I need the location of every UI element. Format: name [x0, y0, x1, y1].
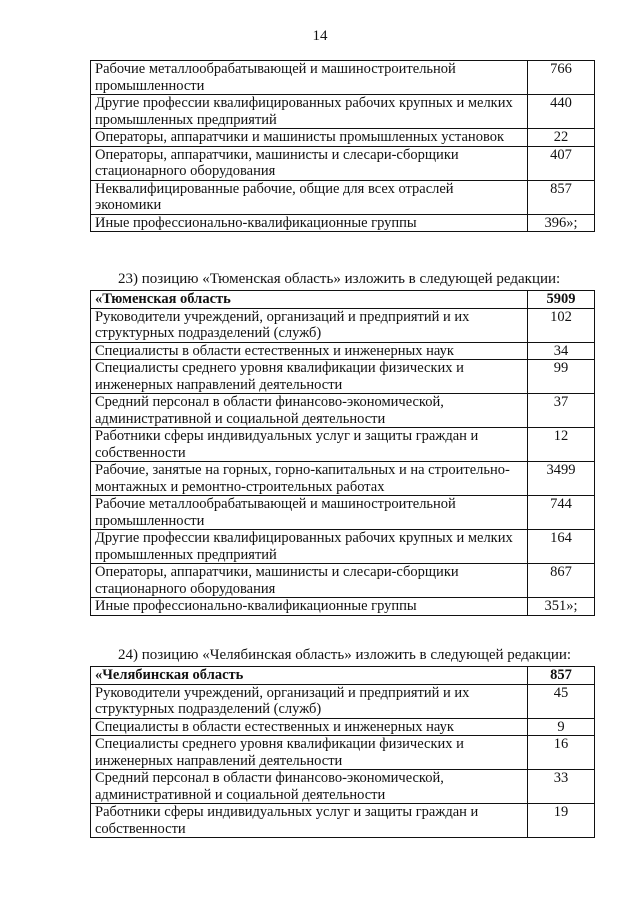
row-value: 12: [528, 428, 595, 462]
row-name: Рабочие металлообрабатывающей и машиностроительной промышленности: [91, 496, 528, 530]
row-name: Рабочие металлообрабатывающей и машиностроительной промышленности: [91, 61, 528, 95]
row-name: Работники сферы индивидуальных услуг и защиты граждан и собственности: [91, 804, 528, 838]
row-name: Специалисты в области естественных и инженерных наук: [91, 718, 528, 736]
row-name: Операторы, аппаратчики и машинисты промышленных установок: [91, 129, 528, 147]
row-name: Средний персонал в области финансово-экономической, административной и социальной деятельности: [91, 770, 528, 804]
row-name: Иные профессионально-квалификационные группы: [91, 214, 528, 232]
table-header-row: [91, 291, 595, 309]
table-row: [91, 214, 595, 232]
region-name: «Челябинская область: [91, 667, 528, 685]
row-name: Рабочие, занятые на горных, горно-капитальных и на строительно-монтажных и ремонтно-строительных работах: [91, 462, 528, 496]
region-total: 5909: [528, 291, 595, 309]
row-name: Специалисты среднего уровня квалификации физических и инженерных направлений деятельности: [91, 360, 528, 394]
row-name: Неквалифицированные рабочие, общие для всех отраслей экономики: [91, 180, 528, 214]
row-value: 19: [528, 804, 595, 838]
table-row: [91, 95, 595, 129]
row-name: Руководители учреждений, организаций и предприятий и их структурных подразделений (служб): [91, 308, 528, 342]
row-value: 45: [528, 684, 595, 718]
row-value: 102: [528, 308, 595, 342]
row-value: 37: [528, 394, 595, 428]
row-value: 744: [528, 496, 595, 530]
row-value: 3499: [528, 462, 595, 496]
page-number: 14: [312, 28, 328, 44]
section-23-heading: 23) позицию «Тюменская область» изложить в следующей редакции:: [118, 271, 561, 287]
table-row: [91, 129, 595, 147]
row-value: 164: [528, 530, 595, 564]
table-tyumen: [90, 290, 595, 616]
region-name: «Тюменская область: [91, 291, 528, 309]
table-row: [91, 61, 595, 95]
row-name: Операторы, аппаратчики, машинисты и слесари-сборщики стационарного оборудования: [91, 146, 528, 180]
row-name: Специалисты в области естественных и инженерных наук: [91, 342, 528, 360]
table-row: [91, 496, 595, 530]
row-value: 99: [528, 360, 595, 394]
section-24-heading: 24) позицию «Челябинская область» изложить в следующей редакции:: [118, 647, 572, 663]
table-row: [91, 598, 595, 616]
row-value: 33: [528, 770, 595, 804]
region-total: 857: [528, 667, 595, 685]
table-row: [91, 462, 595, 496]
row-value: 396»;: [528, 214, 595, 232]
row-name: Другие профессии квалифицированных рабочих крупных и мелких промышленных предприятий: [91, 530, 528, 564]
table-row: [91, 180, 595, 214]
row-name: Специалисты среднего уровня квалификации физических и инженерных направлений деятельности: [91, 736, 528, 770]
row-name: Операторы, аппаратчики, машинисты и слесари-сборщики стационарного оборудования: [91, 564, 528, 598]
table-header-row: [91, 667, 595, 685]
table-row: [91, 736, 595, 770]
table-row: [91, 718, 595, 736]
row-value: 407: [528, 146, 595, 180]
row-name: Работники сферы индивидуальных услуг и защиты граждан и собственности: [91, 428, 528, 462]
row-value: 766: [528, 61, 595, 95]
row-value: 351»;: [528, 598, 595, 616]
row-value: 857: [528, 180, 595, 214]
row-name: Другие профессии квалифицированных рабочих крупных и мелких промышленных предприятий: [91, 95, 528, 129]
table-row: [91, 308, 595, 342]
row-value: 867: [528, 564, 595, 598]
row-value: 22: [528, 129, 595, 147]
table-row: [91, 360, 595, 394]
row-name: Иные профессионально-квалификационные группы: [91, 598, 528, 616]
table-row: [91, 770, 595, 804]
table-continued: [90, 60, 595, 232]
table-row: [91, 804, 595, 838]
row-name: Средний персонал в области финансово-экономической, административной и социальной деятельности: [91, 394, 528, 428]
row-name: Руководители учреждений, организаций и предприятий и их структурных подразделений (служб): [91, 684, 528, 718]
table-row: [91, 342, 595, 360]
table-row: [91, 146, 595, 180]
table-row: [91, 564, 595, 598]
table-row: [91, 684, 595, 718]
row-value: 9: [528, 718, 595, 736]
table-chelyabinsk: [90, 666, 595, 838]
row-value: 16: [528, 736, 595, 770]
table-row: [91, 394, 595, 428]
row-value: 440: [528, 95, 595, 129]
row-value: 34: [528, 342, 595, 360]
table-row: [91, 530, 595, 564]
table-row: [91, 428, 595, 462]
